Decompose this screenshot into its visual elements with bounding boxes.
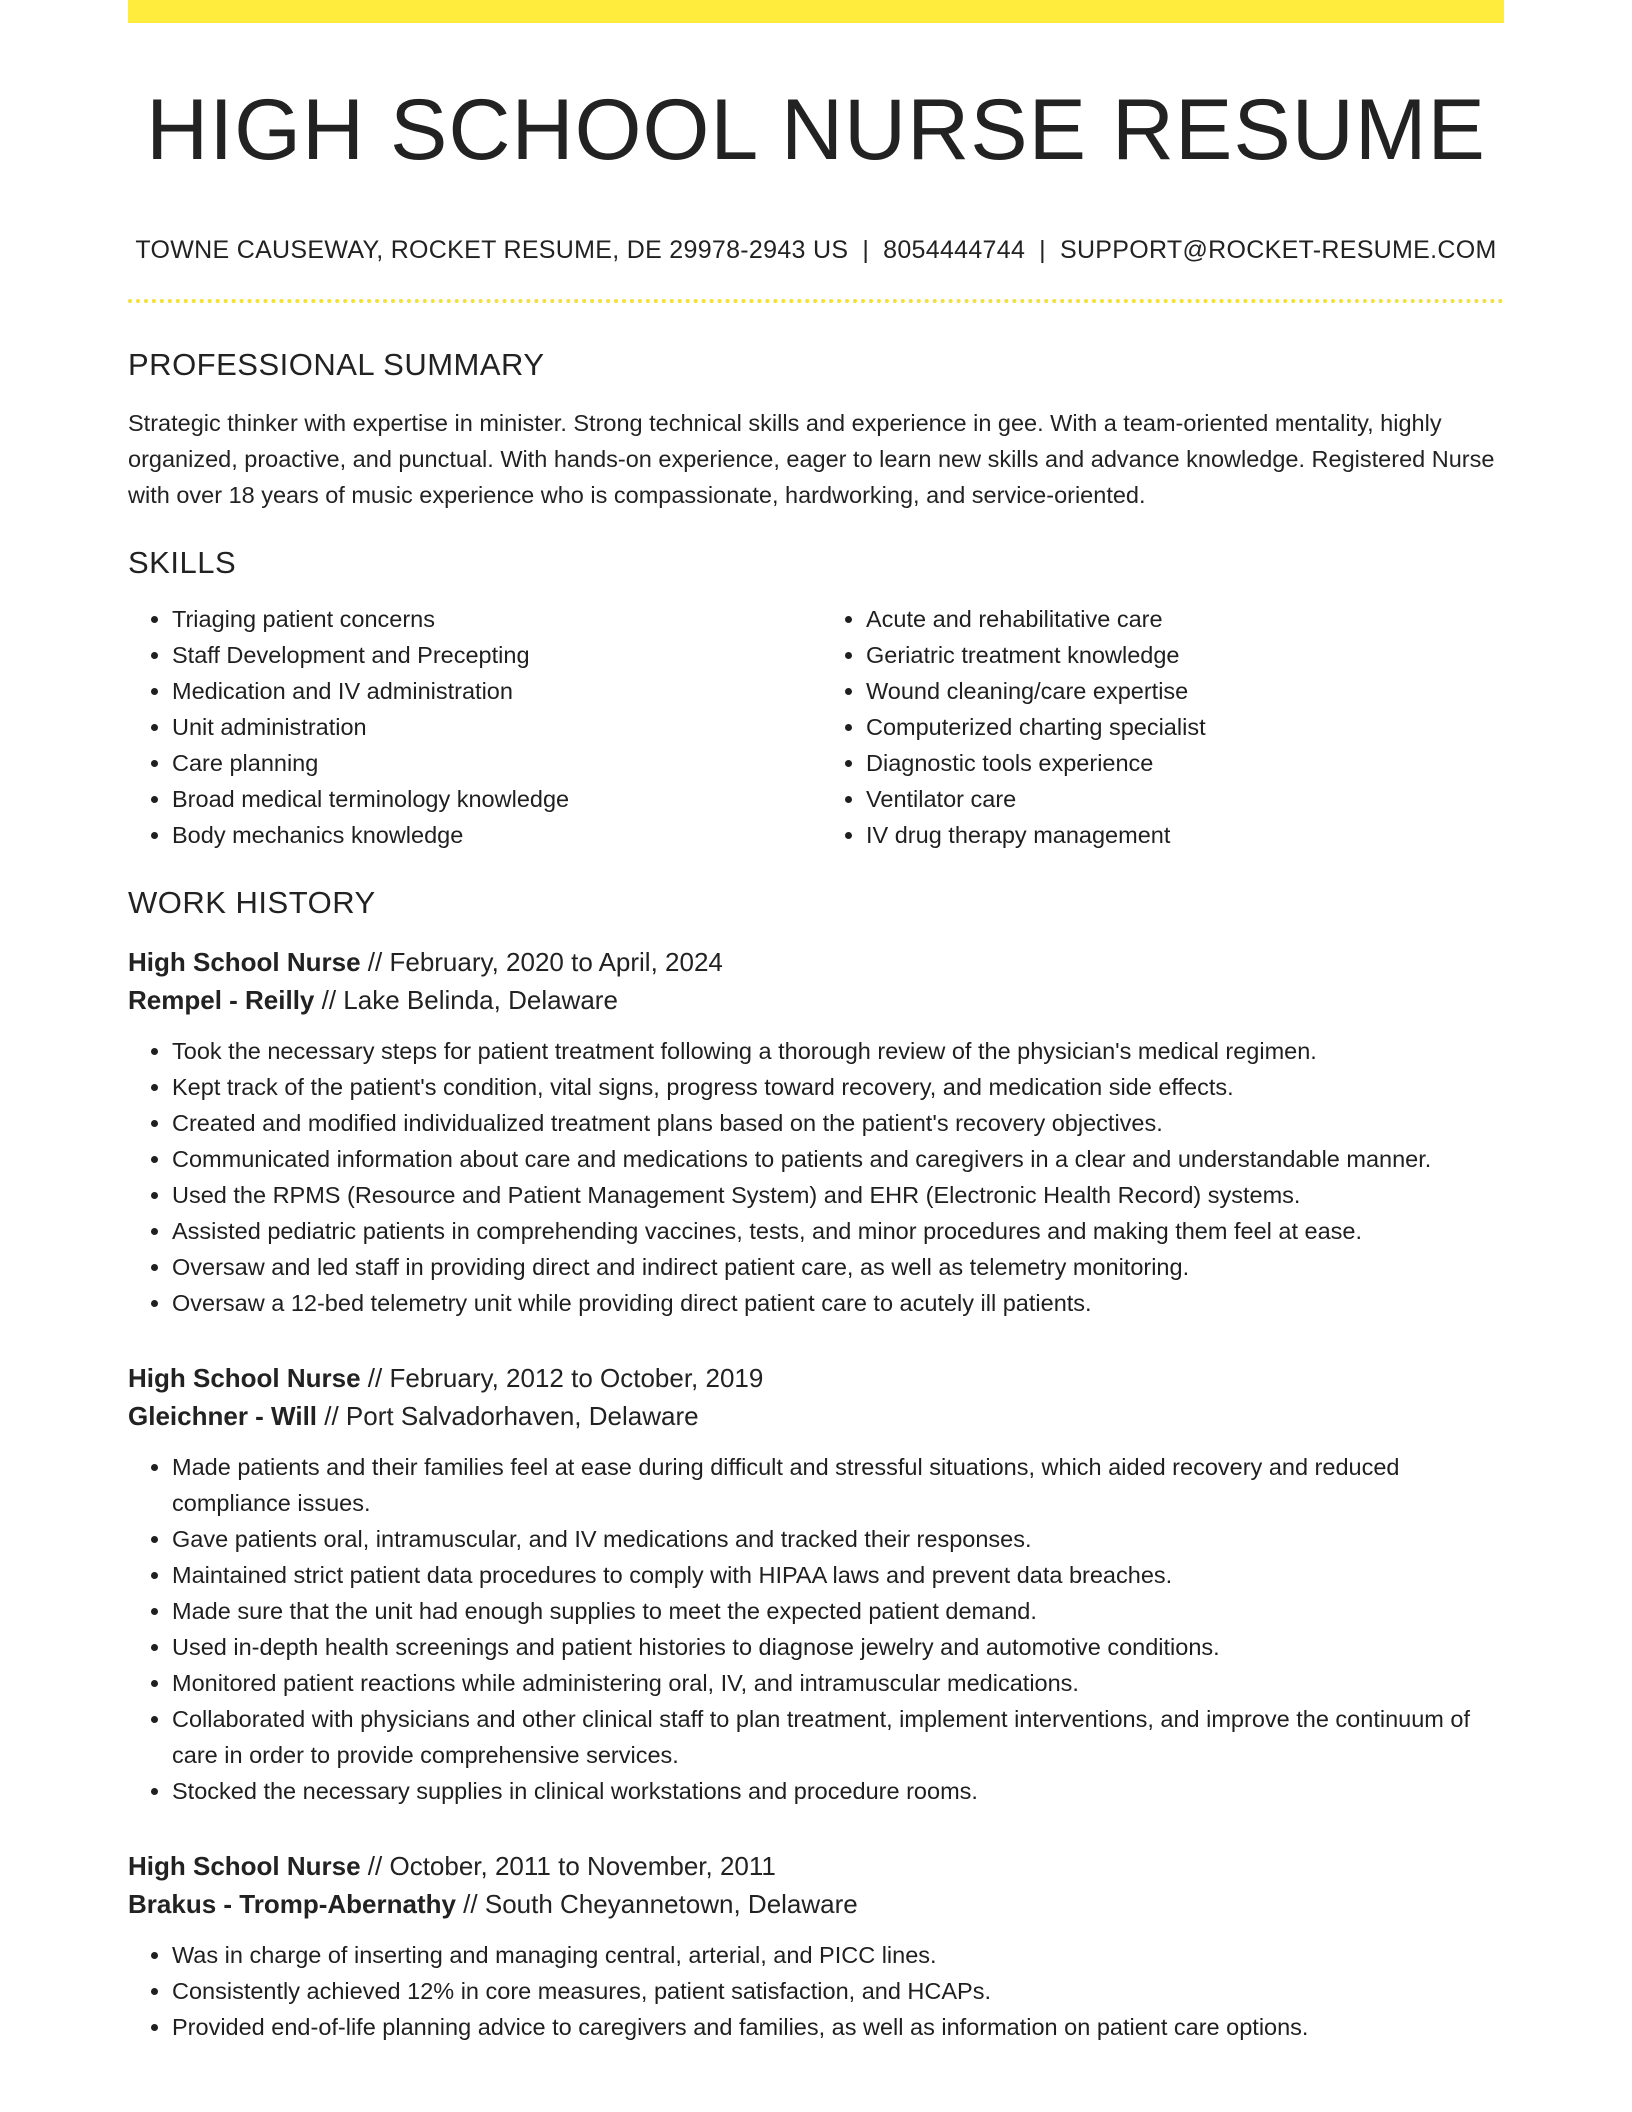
- job-location: // Port Salvadorhaven, Delaware: [317, 1400, 699, 1431]
- job-bullet: • Kept track of the patient's condition, vital signs, progress toward recovery, and medication side effects.: [172, 1069, 1504, 1105]
- skill-item: • Staff Development and Precepting: [172, 637, 816, 673]
- job-entry: [128, 1359, 1504, 1809]
- separator: |: [1039, 235, 1046, 264]
- job-company-line: [128, 1885, 1504, 1923]
- job-bullet: • Gave patients oral, intramuscular, and IV medications and tracked their responses.: [172, 1521, 1504, 1557]
- job-company: Rempel - Reilly: [128, 984, 315, 1015]
- job-dates: // February, 2012 to October, 2019: [360, 1362, 764, 1393]
- accent-bar: [128, 0, 1504, 23]
- job-company: Gleichner - Will: [128, 1400, 318, 1431]
- job-title-line: [128, 943, 1504, 981]
- job-bullet: • Used in-depth health screenings and patient histories to diagnose jewelry and automotive conditions.: [172, 1629, 1504, 1665]
- job-bullet: • Oversaw and led staff in providing direct and indirect patient care, as well as telemetry monitoring.: [172, 1249, 1504, 1285]
- job-bullet: • Monitored patient reactions while administering oral, IV, and intramuscular medications.: [172, 1665, 1504, 1701]
- job-bullet: • Stocked the necessary supplies in clinical workstations and procedure rooms.: [172, 1773, 1504, 1809]
- job-bullet: • Maintained strict patient data procedures to comply with HIPAA laws and prevent data breaches.: [172, 1557, 1504, 1593]
- skill-item: • Wound cleaning/care expertise: [866, 673, 1504, 709]
- skill-item: • IV drug therapy management: [866, 817, 1504, 853]
- job-bullet: • Was in charge of inserting and managing central, arterial, and PICC lines.: [172, 1937, 1504, 1973]
- job-entry: [128, 943, 1504, 1321]
- job-bullet: • Created and modified individualized treatment plans based on the patient's recovery objectives.: [172, 1105, 1504, 1141]
- job-bullet: • Collaborated with physicians and other clinical staff to plan treatment, implement interventions, and improve the continuum of care in order to provide comprehensive services.: [172, 1701, 1504, 1773]
- skills-column-left: [128, 601, 816, 853]
- skill-item: • Acute and rehabilitative care: [866, 601, 1504, 637]
- job-bullet: • Consistently achieved 12% in core measures, patient satisfaction, and HCAPs.: [172, 1973, 1504, 2009]
- job-dates: // February, 2020 to April, 2024: [360, 946, 723, 977]
- skill-item: • Broad medical terminology knowledge: [172, 781, 816, 817]
- job-dates: // October, 2011 to November, 2011: [360, 1850, 776, 1881]
- job-bullets: [128, 1449, 1504, 1809]
- skill-item: • Unit administration: [172, 709, 816, 745]
- contact-line: [128, 236, 1504, 265]
- job-entry: [128, 1847, 1504, 2045]
- job-bullets: [128, 1033, 1504, 1321]
- work-history-heading: WORK HISTORY: [128, 884, 376, 920]
- skill-item: • Computerized charting specialist: [866, 709, 1504, 745]
- skill-item: • Geriatric treatment knowledge: [866, 637, 1504, 673]
- job-title-line: [128, 1847, 1504, 1885]
- skill-item: • Medication and IV administration: [172, 673, 816, 709]
- skill-item: • Care planning: [172, 745, 816, 781]
- job-title-line: [128, 1359, 1504, 1397]
- summary-heading: PROFESSIONAL SUMMARY: [128, 346, 545, 382]
- job-company: Brakus - Tromp-Abernathy: [128, 1888, 456, 1919]
- job-bullet: • Took the necessary steps for patient treatment following a thorough review of the physician's medical regimen.: [172, 1033, 1504, 1069]
- skill-item: • Triaging patient concerns: [172, 601, 816, 637]
- skills-list: [128, 601, 1504, 853]
- skill-item: • Ventilator care: [866, 781, 1504, 817]
- job-role: High School Nurse: [128, 1362, 361, 1393]
- dotted-divider: [128, 299, 1504, 303]
- job-bullet: • Assisted pediatric patients in comprehending vaccines, tests, and minor procedures and making them feel at ease.: [172, 1213, 1504, 1249]
- job-bullet: • Made patients and their families feel at ease during difficult and stressful situations, which aided recovery and reduced compliance issues.: [172, 1449, 1504, 1521]
- job-bullets: [128, 1937, 1504, 2045]
- address: TOWNE CAUSEWAY, ROCKET RESUME, DE 29978-2943 US: [135, 235, 849, 264]
- skill-item: • Body mechanics knowledge: [172, 817, 816, 853]
- job-role: High School Nurse: [128, 946, 361, 977]
- resume-page: [128, 0, 1504, 2045]
- job-company-line: [128, 981, 1504, 1019]
- summary-text: Strategic thinker with expertise in minister. Strong technical skills and experience in gee. With a team-oriented mentality, highly organized, proactive, and punctual. With hands-on experience, eager to learn new skills and advance knowledge. Registered Nurse with over 18 years of music experience who is compassionate, hardworking, and service-oriented.: [128, 409, 1495, 508]
- job-bullet: • Communicated information about care and medications to patients and caregivers in a clear and understandable manner.: [172, 1141, 1504, 1177]
- resume-title: HIGH SCHOOL NURSE RESUME: [146, 82, 1486, 178]
- skills-heading: SKILLS: [128, 544, 237, 580]
- phone: 8054444744: [883, 235, 1026, 264]
- job-bullet: • Made sure that the unit had enough supplies to meet the expected patient demand.: [172, 1593, 1504, 1629]
- job-bullet: • Oversaw a 12-bed telemetry unit while providing direct patient care to acutely ill patients.: [172, 1285, 1504, 1321]
- job-role: High School Nurse: [128, 1850, 361, 1881]
- job-bullet: • Used the RPMS (Resource and Patient Management System) and EHR (Electronic Health Record) systems.: [172, 1177, 1504, 1213]
- email: SUPPORT@ROCKET-RESUME.COM: [1059, 235, 1497, 264]
- job-location: // South Cheyannetown, Delaware: [455, 1888, 858, 1919]
- skill-item: • Diagnostic tools experience: [866, 745, 1504, 781]
- job-company-line: [128, 1397, 1504, 1435]
- job-bullet: • Provided end-of-life planning advice to caregivers and families, as well as information on patient care options.: [172, 2009, 1504, 2045]
- separator: |: [862, 235, 870, 264]
- skills-column-right: [816, 601, 1504, 853]
- job-location: // Lake Belinda, Delaware: [314, 984, 618, 1015]
